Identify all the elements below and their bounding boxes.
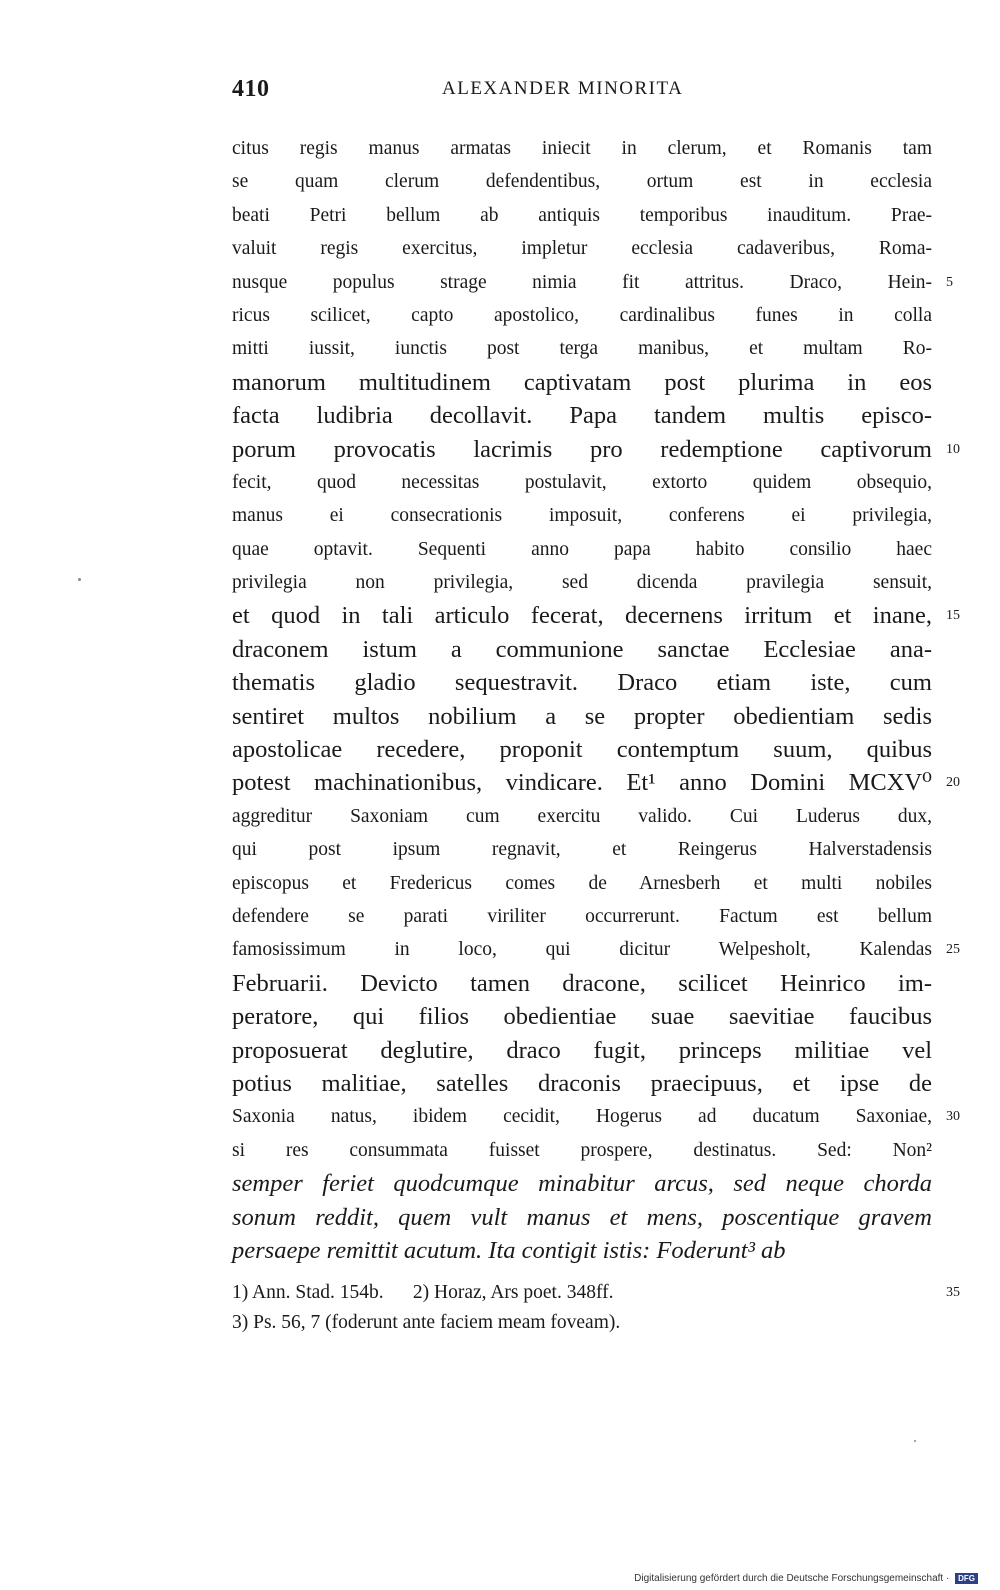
line-text: valuit regis exercitus, impletur ecclesia cadaveribus, Roma-: [232, 238, 932, 260]
line-text: thematis gladio sequestravit. Draco etiam iste, cum: [232, 669, 932, 697]
text-line: [232, 933, 960, 966]
text-line: [232, 366, 932, 399]
text-line: [232, 1234, 932, 1267]
line-number: 5: [946, 274, 953, 290]
text-line: [232, 299, 932, 332]
line-text: fecit, quod necessitas postulavit, extorto quidem obsequio,: [232, 471, 932, 493]
line-text: et quod in tali articulo fecerat, decernens irritum et inane,: [232, 602, 932, 630]
line-text: mitti iussit, iunctis post terga manibus, et multam Ro-: [232, 338, 932, 360]
text-line: [232, 1000, 932, 1033]
page-number: 410: [232, 76, 270, 102]
text-line: [232, 800, 932, 833]
text-line: [232, 533, 932, 566]
footnote-text: 3) Ps. 56, 7 (foderunt ante faciem meam foveam).: [232, 1312, 621, 1333]
text-line: [232, 466, 932, 499]
text-line: [232, 633, 932, 666]
line-number: 20: [946, 775, 960, 791]
line-number: 30: [946, 1109, 960, 1125]
line-number: 25: [946, 942, 960, 958]
text-line: [232, 599, 960, 632]
line-text: se quam clerum defendentibus, ortum est in ecclesia: [232, 171, 932, 193]
line-text: draconem istum a communione sanctae Ecclesiae ana-: [232, 635, 932, 663]
line-text: apostolicae recedere, proponit contemptum suum, quibus: [232, 736, 932, 764]
footnote-text: 1) Ann. Stad. 154b. 2) Horaz, Ars poet. 348ff.: [232, 1282, 614, 1303]
text-line: [232, 132, 932, 165]
line-text: peratore, qui filios obedientiae suae saevitiae faucibus: [232, 1003, 932, 1031]
footnotes: [232, 1278, 960, 1338]
text-line: [232, 433, 960, 466]
line-text: manus ei consecrationis imposuit, conferens ei privilegia,: [232, 505, 932, 527]
text-line: [232, 332, 932, 365]
text-line: [232, 1134, 932, 1167]
main-text: [232, 132, 960, 1267]
line-text: potius malitiae, satelles draconis praecipuus, et ipse de: [232, 1069, 932, 1097]
line-text: beati Petri bellum ab antiquis temporibus inauditum. Prae-: [232, 204, 932, 226]
text-line: [232, 266, 953, 299]
text-line: [232, 1034, 932, 1067]
line-text: aggreditur Saxoniam cum exercitu valido. Cui Luderus dux,: [232, 805, 932, 827]
text-line: [232, 867, 932, 900]
text-line: [232, 766, 960, 799]
line-number: 35: [946, 1285, 960, 1300]
line-text: facta ludibria decollavit. Papa tandem multis episco-: [232, 402, 932, 430]
scan-speck: [914, 1440, 916, 1442]
text-line: [232, 165, 932, 198]
line-text: semper feriet quodcumque minabitur arcus, sed neque chorda: [232, 1170, 932, 1198]
dfg-logo-icon: DFG: [955, 1573, 978, 1584]
text-line: [232, 666, 932, 699]
line-text: Saxonia natus, ibidem cecidit, Hogerus ad ducatum Saxoniae,: [232, 1106, 932, 1128]
line-text: defendere se parati viriliter occurrerunt. Factum est bellum: [232, 905, 932, 927]
line-text: persaepe remittit acutum. Ita contigit istis: Foderunt³ ab: [232, 1236, 786, 1264]
running-title: ALEXANDER MINORITA: [442, 78, 684, 99]
text-line: [232, 967, 932, 1000]
line-text: sentiret multos nobilium a se propter obedientiam sedis: [232, 702, 932, 730]
text-line: [232, 566, 932, 599]
text-line: [232, 399, 932, 432]
page-header: [232, 76, 932, 110]
line-text: privilegia non privilegia, sed dicenda pravilegia sensuit,: [232, 572, 932, 594]
text-line: [232, 900, 932, 933]
line-text: si res consummata fuisset prospere, destinatus. Sed: Non²: [232, 1139, 932, 1161]
credit-text: Digitalisierung gefördert durch die Deutsche Forschungsgemeinschaft ·: [634, 1573, 950, 1584]
text-line: [232, 833, 932, 866]
footnote-line: [232, 1278, 960, 1308]
text-line: [232, 1067, 932, 1100]
line-text: Februarii. Devicto tamen dracone, scilicet Heinrico im-: [232, 969, 932, 997]
line-text: manorum multitudinem captivatam post plurima in eos: [232, 368, 932, 396]
line-text: citus regis manus armatas iniecit in clerum, et Romanis tam: [232, 138, 932, 159]
line-text: sonum reddit, quem vult manus et mens, poscentique gravem: [232, 1203, 932, 1231]
text-line: [232, 1100, 960, 1133]
text-line: [232, 499, 932, 532]
line-text: porum provocatis lacrimis pro redemptione captivorum: [232, 435, 932, 463]
text-line: [232, 700, 932, 733]
line-text: potest machinationibus, vindicare. Et¹ anno Domini MCXV⁰: [232, 769, 932, 797]
scan-speck: [78, 578, 81, 581]
text-line: [232, 232, 932, 265]
line-text: quae optavit. Sequenti anno papa habito consilio haec: [232, 538, 932, 560]
text-line: [232, 199, 932, 232]
line-number: 15: [946, 608, 960, 624]
line-text: proposuerat deglutire, draco fugit, princeps militiae vel: [232, 1036, 932, 1064]
text-line: [232, 1201, 932, 1234]
line-number: 10: [946, 441, 960, 457]
digitization-credit: [634, 1573, 978, 1584]
text-line: [232, 733, 932, 766]
text-line: [232, 1167, 932, 1200]
line-text: nusque populus strage nimia fit attritus. Draco, Hein-: [232, 271, 932, 293]
line-text: ricus scilicet, capto apostolico, cardinalibus funes in colla: [232, 304, 932, 326]
line-text: episcopus et Fredericus comes de Arnesberh et multi nobiles: [232, 872, 932, 894]
line-text: qui post ipsum regnavit, et Reingerus Halverstadensis: [232, 839, 932, 861]
line-text: famosissimum in loco, qui dicitur Welpesholt, Kalendas: [232, 939, 932, 961]
footnote-line: [232, 1308, 932, 1338]
